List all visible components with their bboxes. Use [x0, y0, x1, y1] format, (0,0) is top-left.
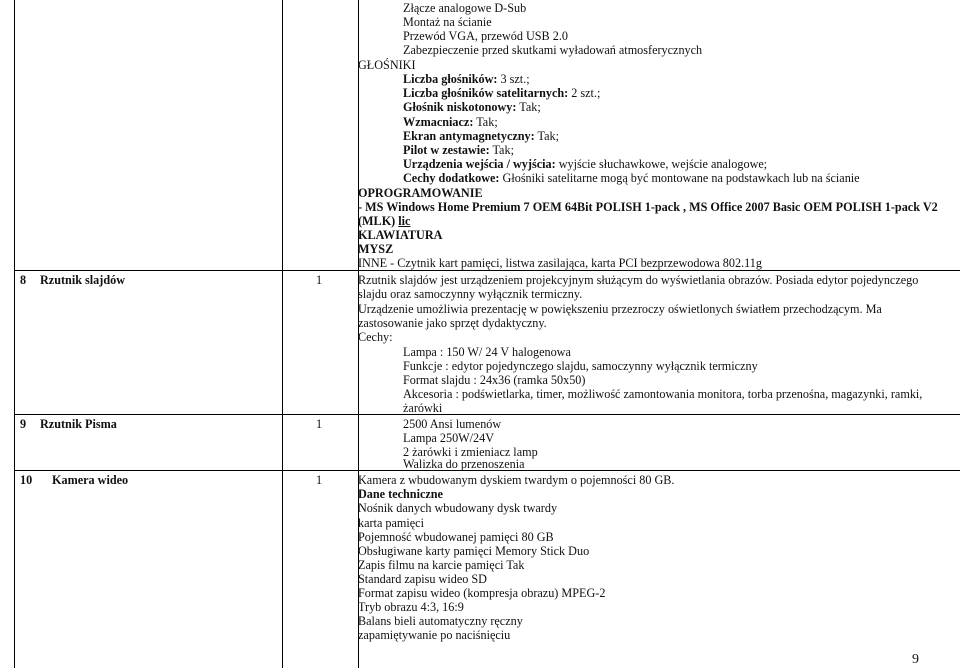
row-desc-line: Kamera z wbudowanym dyskiem twardym o pojemności 80 GB.	[358, 473, 675, 487]
speaker-spec	[403, 100, 541, 114]
spec-label: Liczba głośników satelitarnych:	[403, 86, 569, 100]
speakers-heading: GŁOŚNIKI	[358, 58, 416, 72]
row-desc-line: zapamiętywanie po naciśnięciu	[358, 628, 511, 642]
feature-line: Lampa : 150 W/ 24 V halogenowa	[403, 345, 571, 359]
row-name: Kamera wideo	[52, 473, 129, 487]
row-qty: 1	[316, 273, 323, 287]
spec-label: Cechy dodatkowe:	[403, 171, 500, 185]
row-desc-line: Balans bieli automatyczny ręczny	[358, 614, 523, 628]
tech-heading: Dane techniczne	[358, 487, 443, 501]
row-qty: 1	[316, 417, 323, 431]
row-desc-line: Rzutnik slajdów jest urządzeniem projekcyjnym służącym do wyświetlania obrazów. Posiada edytor pojedynczego	[358, 273, 919, 287]
spec-line: Zabezpieczenie przed skutkami wyładowań atmosferycznych	[403, 43, 703, 57]
spec-label: Liczba głośników:	[403, 72, 498, 86]
spec-value: Głośniki satelitarne mogą być montowane na podstawkach lub na ścianie	[499, 171, 860, 185]
software-line-license: lic	[398, 214, 411, 228]
feature-spec	[403, 171, 860, 185]
page-number: 9	[912, 652, 919, 667]
keyboard-heading: KLAWIATURA	[358, 228, 443, 242]
speaker-spec	[403, 129, 559, 143]
spec-value: 3 szt.;	[497, 72, 530, 86]
speaker-spec	[403, 86, 600, 100]
software-line-prefix: (MLK)	[358, 214, 399, 228]
spec-value: Tak;	[516, 100, 541, 114]
column-divider-name	[282, 0, 283, 668]
spec-value: Tak;	[534, 129, 560, 143]
row-desc-line: Tryb obrazu 4:3, 16:9	[358, 600, 464, 614]
row-desc-line: Urządzenie umożliwia prezentację w powiększeniu przezroczy oświetlonych światłem przechodzącym. Ma	[358, 302, 882, 316]
row-desc-line: zastosowanie jako sprzęt dydaktyczny.	[358, 316, 547, 330]
row-name: Rzutnik slajdów	[40, 273, 125, 287]
row-number: 10	[20, 473, 33, 487]
row-desc-line: Pojemność wbudowanej pamięci 80 GB	[358, 530, 554, 544]
software-heading: OPROGRAMOWANIE	[358, 186, 483, 200]
row-desc-line: slajdu oraz samoczynny wyłącznik termiczny.	[358, 287, 583, 301]
table-border-left	[14, 0, 15, 668]
row-desc-line: 2 żarówki i zmieniacz lamp	[403, 445, 538, 459]
features-label: Cechy:	[358, 330, 393, 344]
row-divider-8	[14, 270, 960, 271]
spec-value: 2 szt.;	[568, 86, 601, 100]
mouse-heading: MYSZ	[358, 242, 394, 256]
row-desc-line: karta pamięci	[358, 516, 424, 530]
spec-value: Tak;	[489, 143, 514, 157]
feature-line: żarówki	[403, 401, 443, 415]
feature-line: Format slajdu : 24x36 (ramka 50x50)	[403, 373, 586, 387]
row-desc-line: Lampa 250W/24V	[403, 431, 495, 445]
speaker-spec	[403, 72, 530, 86]
spec-line: Przewód VGA, przewód USB 2.0	[403, 29, 568, 43]
software-line	[358, 214, 410, 228]
row-name: Rzutnik Pisma	[40, 417, 117, 431]
row-desc-line: Obsługiwane karty pamięci Memory Stick Duo	[358, 544, 590, 558]
spec-label: Pilot w zestawie:	[403, 143, 490, 157]
row-desc-line: Walizka do przenoszenia	[403, 457, 525, 471]
spec-label: Urządzenia wejścia / wyjścia:	[403, 157, 556, 171]
speaker-spec	[403, 115, 498, 129]
spec-line: Montaż na ścianie	[403, 15, 492, 29]
row-desc-line: Zapis filmu na karcie pamięci Tak	[358, 558, 525, 572]
spec-value: Tak;	[473, 115, 498, 129]
row-desc-line: Nośnik danych wbudowany dysk twardy	[358, 501, 558, 515]
spec-label: Wzmacniacz:	[403, 115, 474, 129]
row-number: 9	[20, 417, 27, 431]
row-desc-line: 2500 Ansi lumenów	[403, 417, 502, 431]
row-desc-line: Standard zapisu wideo SD	[358, 572, 487, 586]
spec-label: Ekran antymagnetyczny:	[403, 129, 535, 143]
row-divider-9	[14, 414, 960, 415]
spec-value: wyjście słuchawkowe, wejście analogowe;	[555, 157, 768, 171]
feature-line: Funkcje : edytor pojedynczego slajdu, samoczynny wyłącznik termiczny	[403, 359, 758, 373]
spec-label: Głośnik niskotonowy:	[403, 100, 517, 114]
row-qty: 1	[316, 473, 323, 487]
feature-line: Akcesoria : podświetlarka, timer, możliwość zamontowania monitora, torba przenośna, magazynki, ramki,	[403, 387, 923, 401]
feature-spec	[403, 157, 767, 171]
row-number: 8	[20, 273, 27, 287]
software-line: - MS Windows Home Premium 7 OEM 64Bit POLISH 1-pack , MS Office 2007 Basic OEM POLISH 1-pack V2	[358, 200, 938, 214]
row-desc-line: Format zapisu wideo (kompresja obrazu) MPEG-2	[358, 586, 606, 600]
other-line: INNE - Czytnik kart pamięci, listwa zasilająca, karta PCI bezprzewodowa 802.11g	[358, 256, 762, 270]
speaker-spec	[403, 143, 514, 157]
spec-line: Złącze analogowe D-Sub	[403, 1, 527, 15]
